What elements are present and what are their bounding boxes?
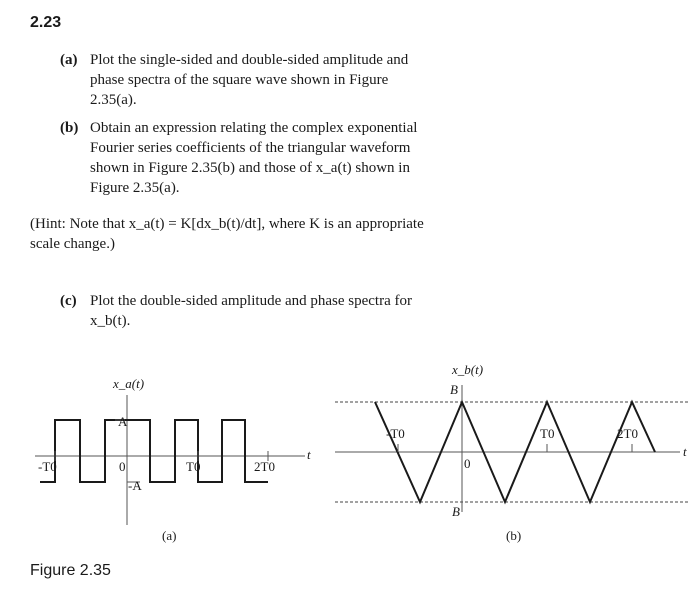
- panel-a-axis-label: t: [307, 447, 311, 462]
- panel-a-tick-2t0: 2T0: [254, 459, 275, 474]
- square-wave: [40, 420, 268, 482]
- problem-number: 2.23: [30, 14, 62, 31]
- panel-a-tick-neg-t0: -T0: [38, 459, 57, 474]
- part-b-text: Obtain an expression relating the complex exponential Fourier series coefficients of the triangular waveform shown in Figure 2.35(b) and those of x_a(t) shown in Figure 2.35(a).: [90, 120, 418, 196]
- hint-text: (Hint: Note that x_a(t) = K[dx_b(t)/dt], where K is an appropriate scale change.): [30, 216, 424, 252]
- panel-a: [35, 376, 311, 543]
- part-b-label: (b): [60, 120, 79, 136]
- panel-b: [335, 362, 690, 543]
- panel-a-amp-neg: -A: [128, 478, 142, 493]
- panel-a-subcaption: (a): [162, 528, 177, 543]
- panel-a-amp-pos: A: [118, 414, 128, 429]
- panel-b-tick-2t0: 2T0: [617, 426, 638, 441]
- panel-b-amp-neg: B: [452, 504, 460, 519]
- panel-b-tick-neg-t0: -T0: [386, 426, 405, 441]
- panel-b-tick-t0: T0: [540, 426, 555, 441]
- panel-a-origin: 0: [119, 459, 126, 474]
- part-c-label: (c): [60, 293, 77, 309]
- part-a-label: (a): [60, 52, 78, 68]
- part-b: [60, 118, 435, 198]
- part-c-text: Plot the double-sided amplitude and phase spectra for x_b(t).: [90, 293, 412, 329]
- panel-b-origin: 0: [464, 456, 471, 471]
- figure-2-35: [0, 340, 700, 555]
- panel-a-tick-t0: T0: [186, 459, 201, 474]
- panel-b-title: x_b(t): [452, 362, 484, 377]
- part-a-text: Plot the single-sided and double-sided amplitude and phase spectra of the square wave shown in Figure 2.35(a).: [90, 52, 409, 108]
- panel-b-subcaption: (b): [506, 528, 522, 543]
- panel-b-amp-pos: B: [450, 382, 458, 397]
- panel-a-title: x_a(t): [113, 376, 145, 391]
- figure-caption: Figure 2.35: [30, 562, 111, 579]
- part-c: [60, 291, 435, 331]
- panel-b-axis-label: t: [683, 444, 687, 459]
- part-a: [60, 50, 435, 110]
